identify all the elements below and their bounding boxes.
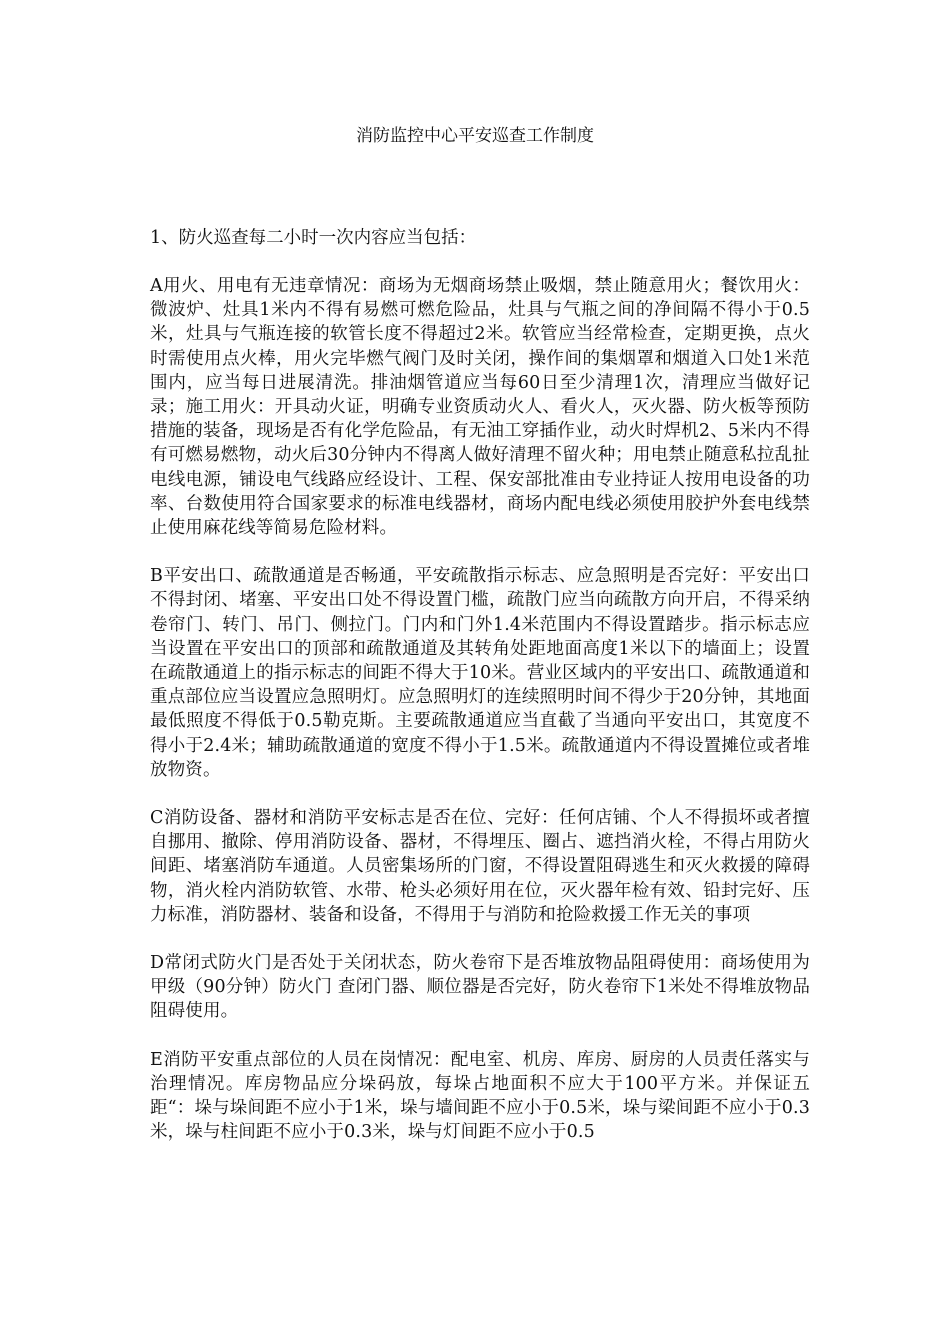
document-title: 消防监控中心平安巡查工作制度 <box>356 126 594 146</box>
paragraph-e: E消防平安重点部位的人员在岗情况：配电室、机房、库房、厨房的人员责任落实与治理情况。库房物品应分垛码放，每垛占地面积不应大于100平方米。并保证五距“：垛与垛间距不应小于1米，垛与墙间距不应小于0.5米，垛与梁间距不应小于0.3米，垛与柱间距不应小于0.3米，垛与灯间距不应小于0.5 <box>150 1049 810 1143</box>
paragraph-d: D常闭式防火门是否处于关闭状态，防火卷帘下是否堆放物品阻碍使用：商场使用为甲级（90分钟）防火门 查闭门器、顺位器是否完好，防火卷帘下1米处不得堆放物品阻碍使用。 <box>150 953 810 1022</box>
paragraph-a: A用火、用电有无违章情况：商场为无烟商场禁止吸烟，禁止随意用火；餐饮用火：微波炉、灶具1米内不得有易燃可燃危险品，灶具与气瓶之间的净间隔不得小于0.5米，灶具与气瓶连接的软管长度不得超过2米。软管应当经常检查，定期更换，点火时需使用点火棒，用火完毕燃气阀门及时关闭，操作间的集烟罩和烟道入口处1米范围内，应当每日进展清洗。排油烟管道应当每60日至少清理1次，清理应当做好记录；施工用火：开具动火证，明确专业资质动火人、看火人，灭火器、防火板等预防措施的装备，现场是否有化学危险品，有无油工穿插作业，动火时焊机2、5米内不得有可燃易燃物，动火后30分钟内不得离人做好清理不留火种；用电禁止随意私拉乱扯电线电源，铺设电气线路应经设计、工程、保安部批准由专业持证人按用电设备的功率、台数使用符合国家要求的标准电线器材，商场内配电线必须使用胶护外套电线禁止使用麻花线等简易危险材料。 <box>150 276 810 539</box>
paragraph-b: B平安出口、疏散通道是否畅通，平安疏散指示标志、应急照明是否完好：平安出口不得封闭、堵塞、平安出口处不得设置门槛，疏散门应当向疏散方向开启，不得采纳卷帘门、转门、吊门、侧拉门。门内和门外1.4米范围内不得设置踏步。指示标志应当设置在平安出口的顶部和疏散通道及其转角处距地面高度1米以下的墙面上；设置在疏散通道上的指示标志的间距不得大于10米。营业区域内的平安出口、疏散通道和重点部位应当设置应急照明灯。应急照明灯的连续照明时间不得少于20分钟，其地面最低照度不得低于0.5勒克斯。主要疏散通道应当直截了当通向平安出口，其宽度不得小于2.4米；辅助疏散通道的宽度不得小于1.5米。疏散通道内不得设置摊位或者堆放物资。 <box>150 566 810 780</box>
paragraph-c: C消防设备、器材和消防平安标志是否在位、完好：任何店铺、个人不得损坏或者擅自挪用、撤除、停用消防设备、器材，不得埋压、圈占、遮挡消火栓，不得占用防火间距、堵塞消防车通道。人员密集场所的门窗，不得设置阻碍逃生和灭火救援的障碍物，消火栓内消防软管、水带、枪头必须好用在位，灭火器年检有效、铅封完好、压力标准，消防器材、装备和设备，不得用于与消防和抢险救援工作无关的事项 <box>150 808 810 925</box>
section-heading: 1、防火巡查每二小时一次内容应当包括： <box>150 228 477 248</box>
document-body <box>150 274 810 1169</box>
